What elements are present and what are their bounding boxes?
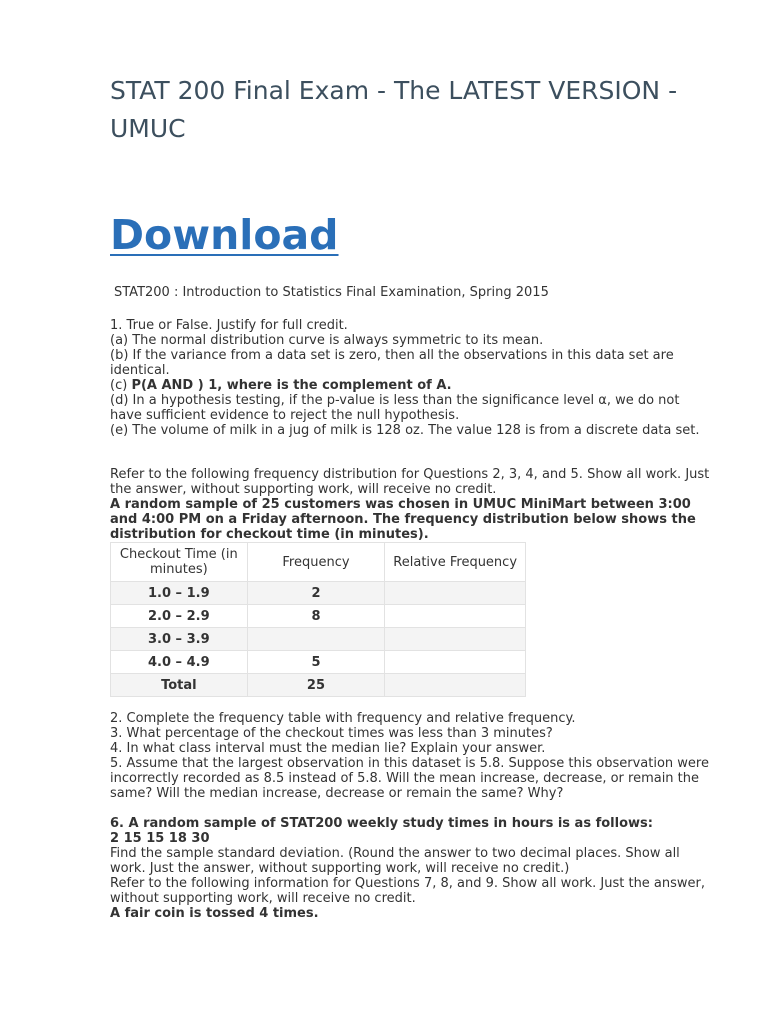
frequency-cell: 2 xyxy=(247,582,385,605)
frequency-cell: 5 xyxy=(247,651,385,674)
header-frequency: Frequency xyxy=(247,543,385,582)
total-value: 25 xyxy=(247,674,385,697)
table-row xyxy=(111,582,526,605)
questions-2-to-5 xyxy=(110,711,710,801)
total-label: Total xyxy=(111,674,248,697)
question-5: 5. Assume that the largest observation in this dataset is 5.8. Suppose this observation were incorrectly recorded as 8.5 instead of 5.8. Will the mean increase, decrease, or remain the same? Will the median increase, decrease or remain the same? Why? xyxy=(110,756,709,801)
frequency-section-intro xyxy=(110,467,710,542)
download-link[interactable]: Download xyxy=(110,211,339,259)
q1-part-e: (e) The volume of milk in a jug of milk is 128 oz. The value 128 is from a discrete data set. xyxy=(110,423,700,438)
questions-7-9-intro: Refer to the following information for Questions 7, 8, and 9. Show all work. Just the answer, without supporting work, will receive no credit. xyxy=(110,876,706,906)
relative-frequency-cell xyxy=(385,582,526,605)
exam-subtitle: STAT200 : Introduction to Statistics Final Examination, Spring 2015 xyxy=(114,285,549,300)
header-relative-frequency: Relative Frequency xyxy=(385,543,526,582)
q1-part-a: (a) The normal distribution curve is always symmetric to its mean. xyxy=(110,333,544,348)
q1-part-c xyxy=(110,378,710,393)
q1-part-c-text: P(A AND ) 1, where is the complement of A. xyxy=(131,378,452,393)
table-row xyxy=(111,651,526,674)
table-header-row xyxy=(111,543,526,582)
class-interval: 2.0 – 2.9 xyxy=(111,605,248,628)
table-total-row xyxy=(111,674,526,697)
table-row xyxy=(111,628,526,651)
coin-scenario: A fair coin is tossed 4 times. xyxy=(110,906,319,921)
class-interval: 1.0 – 1.9 xyxy=(111,582,248,605)
frequency-cell xyxy=(247,628,385,651)
frequency-scenario: A random sample of 25 customers was chosen in UMUC MiniMart between 3:00 and 4:00 PM on a Friday afternoon. The frequency distribution below shows the distribution for checkout time (in minutes). xyxy=(110,497,696,542)
relative-frequency-cell xyxy=(385,651,526,674)
header-checkout-time: Checkout Time (in minutes) xyxy=(111,543,248,582)
frequency-cell: 8 xyxy=(247,605,385,628)
relative-frequency-cell xyxy=(385,628,526,651)
table-row xyxy=(111,605,526,628)
q1-part-c-prefix: (c) xyxy=(110,378,132,393)
frequency-table xyxy=(110,542,526,697)
frequency-instructions: Refer to the following frequency distribution for Questions 2, 3, 4, and 5. Show all work. Just the answer, without supporting work, will receive no credit. xyxy=(110,467,710,497)
question-6-instruction: Find the sample standard deviation. (Round the answer to two decimal places. Show all work. Just the answer, without supporting work, will receive no credit.) xyxy=(110,846,680,876)
question-6-section xyxy=(110,816,710,921)
page-title: STAT 200 Final Exam - The LATEST VERSION - UMUC xyxy=(110,76,678,143)
class-interval: 4.0 – 4.9 xyxy=(111,651,248,674)
question-4: 4. In what class interval must the median lie? Explain your answer. xyxy=(110,741,546,756)
total-relative-cell xyxy=(385,674,526,697)
question-2: 2. Complete the frequency table with frequency and relative frequency. xyxy=(110,711,576,726)
relative-frequency-cell xyxy=(385,605,526,628)
q1-intro: 1. True or False. Justify for full credit. xyxy=(110,318,348,333)
q1-part-b: (b) If the variance from a data set is zero, then all the observations in this data set are identical. xyxy=(110,348,674,378)
class-interval: 3.0 – 3.9 xyxy=(111,628,248,651)
question-3: 3. What percentage of the checkout times was less than 3 minutes? xyxy=(110,726,553,741)
question-6-data: 2 15 15 18 30 xyxy=(110,831,210,846)
question-6-intro: 6. A random sample of STAT200 weekly study times in hours is as follows: xyxy=(110,816,653,831)
q1-part-d: (d) In a hypothesis testing, if the p-value is less than the significance level α, we do not have sufficient evidence to reject the null hypothesis. xyxy=(110,393,680,423)
question-1 xyxy=(110,318,710,438)
